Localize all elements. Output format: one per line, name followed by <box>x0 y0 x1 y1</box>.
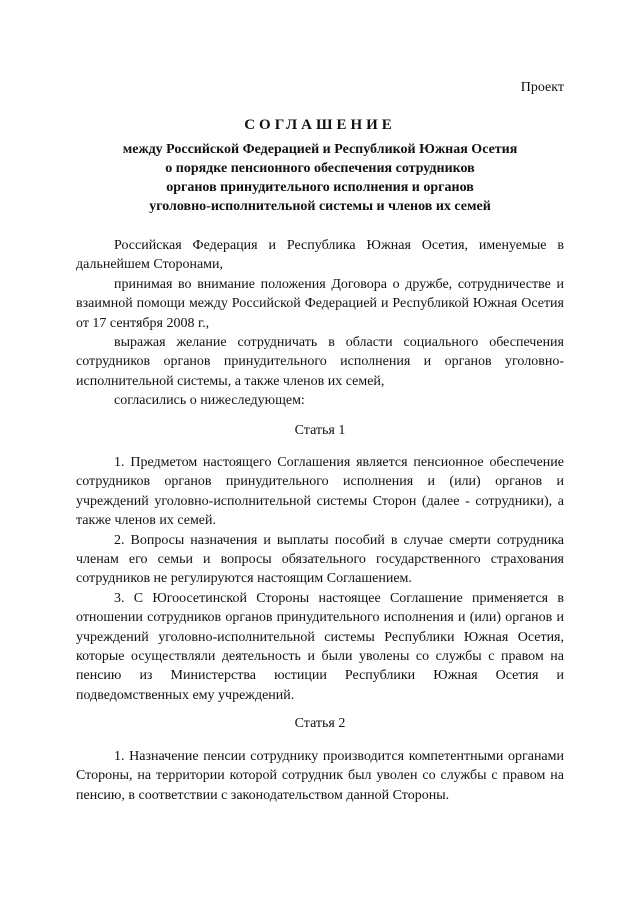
draft-label: Проект <box>520 80 564 95</box>
preamble-paragraph: Российская Федерация и Республика Южная Осетия, именуемые в дальнейшем Сторонами, <box>76 238 564 273</box>
preamble-paragraph: согласились о нижеследующем: <box>114 393 305 409</box>
subtitle-line: уголовно-исполнительной системы и членов их семей <box>149 199 491 214</box>
article-2-heading: Статья 2 <box>294 716 346 731</box>
document-subtitle <box>70 140 570 216</box>
article-paragraph: 2. Вопросы назначения и выплаты пособий в случае смерти сотрудника членам его семьи и вопросы обязательного государственного страхования сотрудников не регулируются настоящим Соглашением. <box>76 532 564 587</box>
article-paragraph: 1. Назначение пенсии сотруднику производится компетентными органами Стороны, на территории которой сотрудник был уволен со службы с правом на пенсию, в соответствии с законодательством данной Стороны. <box>76 749 564 803</box>
article-1-body <box>76 453 564 705</box>
subtitle-line: о порядке пенсионного обеспечения сотрудников <box>165 161 475 176</box>
article-paragraph: 3. С Югоосетинской Стороны настоящее Соглашение применяется в отношении сотрудников органов принудительного исполнения и (или) органов и учреждений уголовно-исполнительной системы Республики Южная Осетия, которые осуществляли деятельность и были уволены со службы с правом на пенсию из Министерства юстиции Республики Южная Осетия и подведомственных ему учреждений. <box>76 590 564 703</box>
article-paragraph: 1. Предметом настоящего Соглашения является пенсионное обеспечение сотрудников органов принудительного исполнения и (или) органов и учреждений уголовно-исполнительной системы Сторон (далее - сотрудники), а также членов их семей. <box>76 455 564 529</box>
subtitle-line: между Российской Федерацией и Республикой Южная Осетия <box>122 142 518 157</box>
subtitle-line: органов принудительного исполнения и органов <box>166 180 474 195</box>
article-2-body <box>76 747 564 805</box>
preamble-paragraph: принимая во внимание положения Договора о дружбе, сотрудничестве и взаимной помощи между Российской Федерацией и Республикой Южная Осетия от 17 сентября 2008 г., <box>76 276 564 331</box>
document-title: СОГЛАШЕНИЕ <box>244 117 396 133</box>
preamble <box>76 236 564 411</box>
preamble-paragraph: выражая желание сотрудничать в области социального обеспечения сотрудников органов принудительного исполнения и органов уголовно-исполнительной системы, а также членов их семей, <box>76 335 564 389</box>
article-1-heading: Статья 1 <box>294 423 346 438</box>
